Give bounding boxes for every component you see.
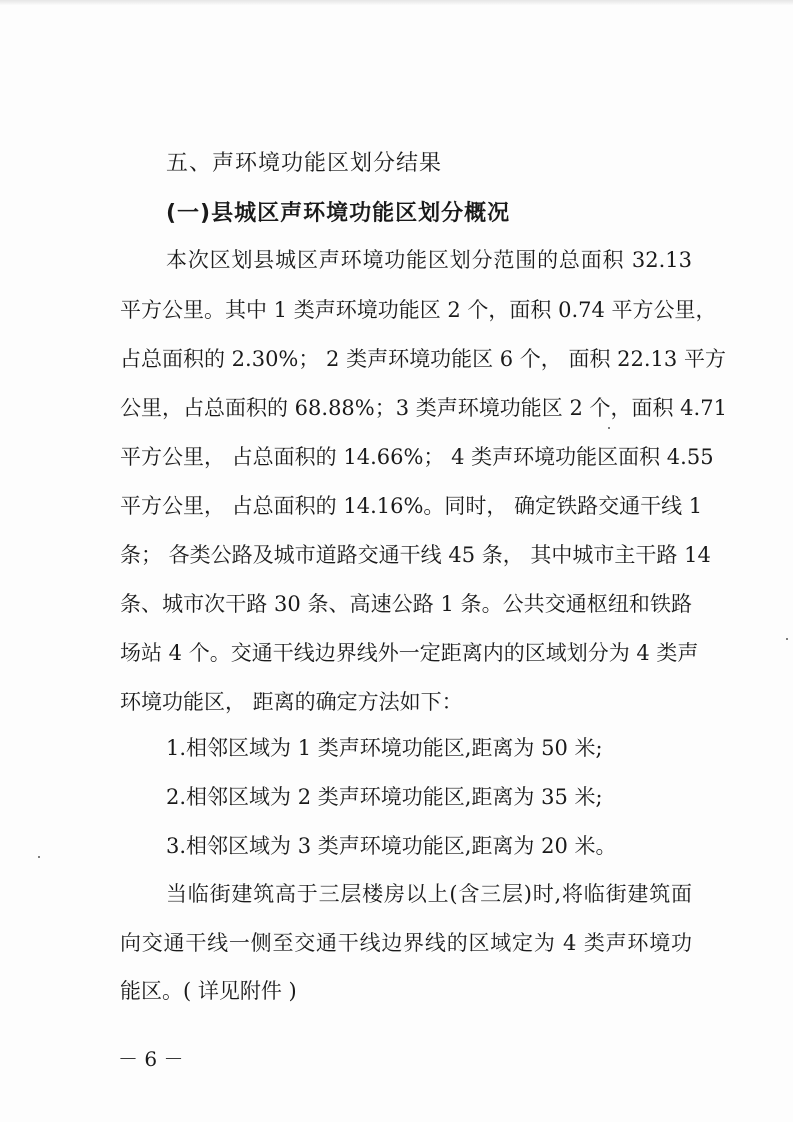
paragraph1-line: 占总面积的 2.30%； 2 类声环境功能区 6 个， 面积 22.13 平方 [120,347,726,371]
paragraph1-line: 平方公里， 占总面积的 14.66%； 4 类声环境功能区面积 4.55 [120,445,714,469]
paragraph1-line: 条； 各类公路及城市道路交通干线 45 条， 其中城市主干路 14 [120,543,711,567]
scan-speck [786,638,788,640]
paragraph2-line: 向交通干线一侧至交通干线边界线的区域定为 4 类声环境功 [120,931,692,955]
list-item: 2.相邻区域为 2 类声环境功能区,距离为 35 米; [166,785,603,809]
paragraph1-line: 环境功能区， 距离的确定方法如下： [120,690,463,714]
list-item: 3.相邻区域为 3 类声环境功能区,距离为 20 米。 [166,834,617,858]
list-item: 1.相邻区域为 1 类声环境功能区,距离为 50 米; [166,736,603,760]
paragraph1-line: 公里，占总面积的 68.88%；3 类声环境功能区 2 个，面积 4.71 [120,396,727,420]
scan-top-edge [0,0,793,6]
section-heading: 五、声环境功能区划分结果 [166,151,443,176]
paragraph2-line: 能区。( 详见附件 ) [120,979,297,1003]
paragraph1-line: 场站 4 个。交通干线边界线外一定距离内的区域划分为 4 类声 [120,641,699,665]
scan-speck [38,856,40,858]
paragraph1-line: 平方公里。其中 1 类声环境功能区 2 个，面积 0.74 平方公里， [120,298,717,322]
paragraph1-line: 平方公里， 占总面积的 14.16%。同时， 确定铁路交通干线 1 [120,494,703,518]
paragraph1-line: 本次区划县城区声环境功能区划分范围的总面积 32.13 [166,248,692,272]
sub-heading: (一)县城区声环境功能区划分概况 [166,201,511,226]
paragraph1-line: 条、城市次干路 30 条、高速公路 1 条。公共交通枢纽和铁路 [120,592,692,616]
paragraph2-line: 当临街建筑高于三层楼房以上(含三层)时,将临街建筑面 [166,882,692,906]
scan-speck [608,427,610,429]
page-number: － 6 － [118,1047,184,1071]
